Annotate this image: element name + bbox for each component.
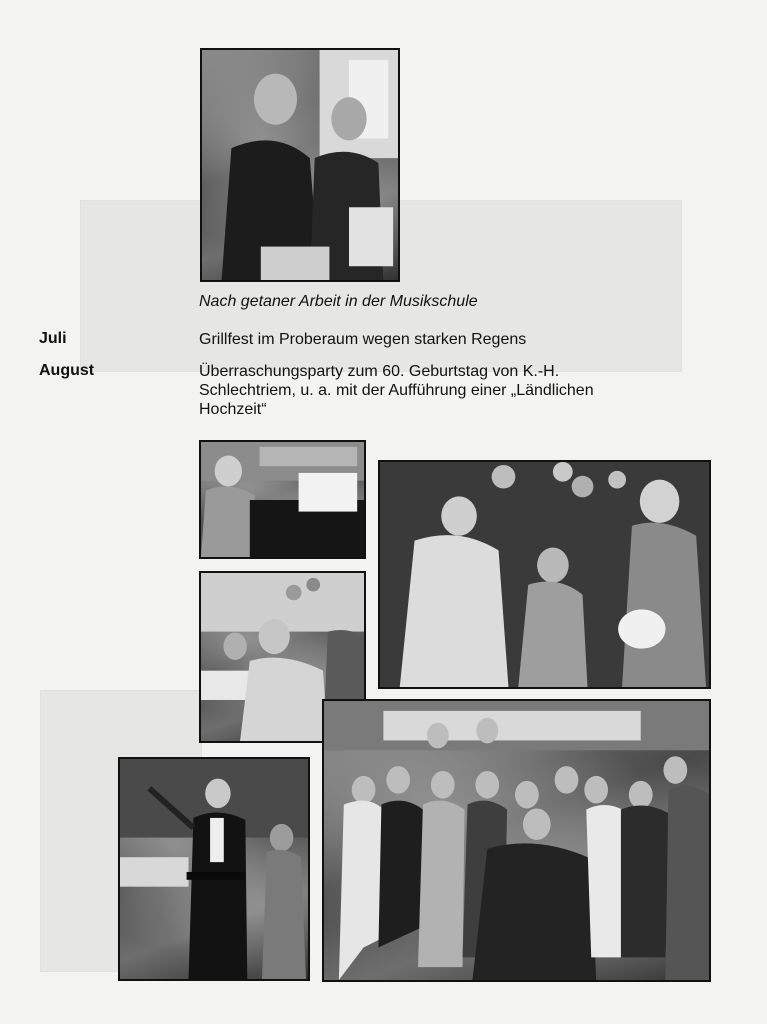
entry-text-august: Überraschungsparty zum 60. Geburtstag von K.-H. Schlechtriem, u. a. mit der Aufführung einer „Ländlichen Hochzeit“ xyxy=(199,363,594,418)
photo-party-crowd xyxy=(378,460,711,689)
entry-text-juli: Grillfest im Proberaum wegen starken Regens xyxy=(199,331,527,348)
month-label-juli: Juli xyxy=(39,330,67,347)
photo-music-school xyxy=(200,48,400,282)
photo-caption: Nach getaner Arbeit in der Musikschule xyxy=(199,293,478,310)
month-label-august: August xyxy=(39,362,95,379)
photo-conductor xyxy=(118,757,310,981)
photo-pianist xyxy=(199,440,366,559)
photo-costumed-group xyxy=(322,699,711,982)
